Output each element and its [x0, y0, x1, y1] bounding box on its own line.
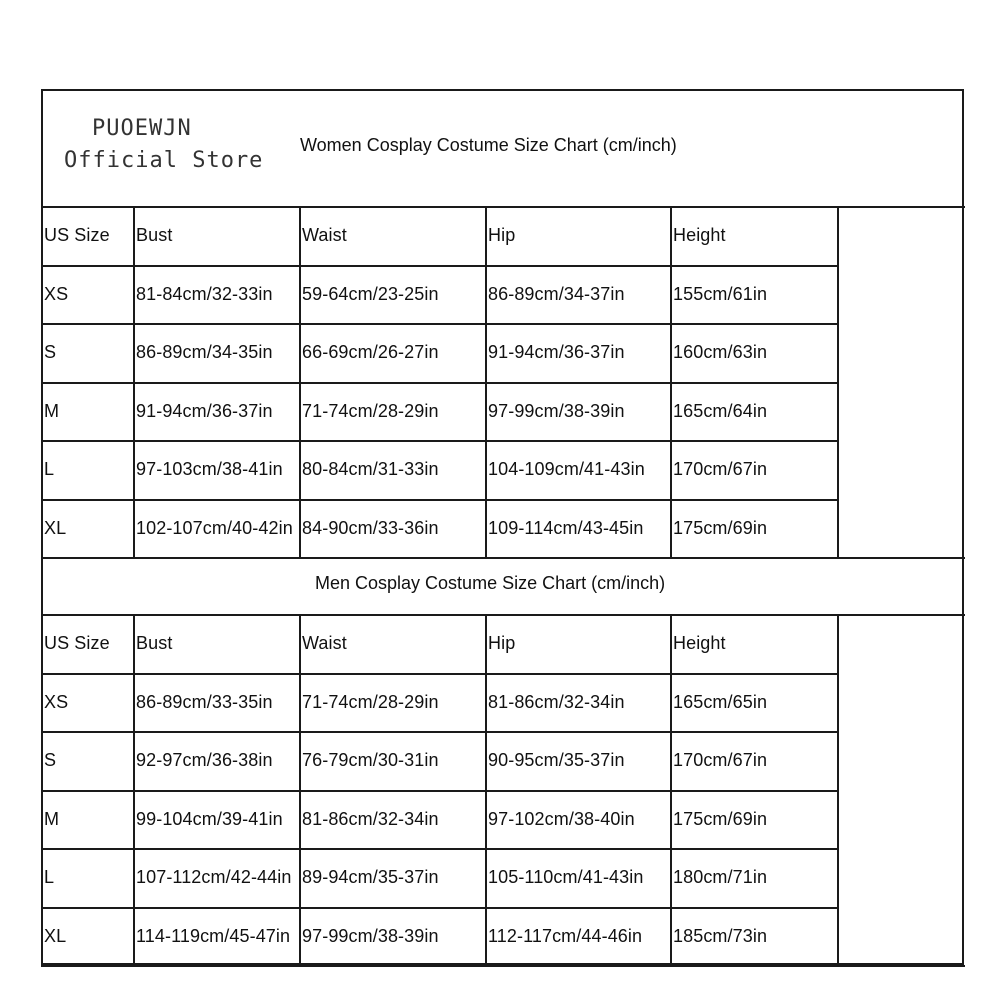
men-table-cell: 170cm/67in [673, 750, 768, 770]
women-column-divider [837, 206, 839, 557]
women-table-cell: 91-94cm/36-37in [136, 401, 273, 421]
women-table-cell: 91-94cm/36-37in [488, 342, 625, 362]
men-header-cell: Waist [302, 633, 347, 653]
men-column-divider [299, 614, 301, 965]
men-table-cell: 89-94cm/35-37in [302, 867, 439, 887]
women-header-cell: Hip [488, 225, 516, 245]
men-table-cell: 71-74cm/28-29in [302, 692, 439, 712]
women-chart-title: Women Cosplay Costume Size Chart (cm/inch) [300, 135, 677, 155]
women-table-cell: 66-69cm/26-27in [302, 342, 439, 362]
men-table-cell: S [44, 750, 57, 770]
women-table-cell: 155cm/61in [673, 284, 768, 304]
women-column-divider [299, 206, 301, 557]
women-row-divider [41, 557, 965, 559]
women-table-cell: 80-84cm/31-33in [302, 459, 439, 479]
men-table-cell: 180cm/71in [673, 867, 768, 887]
women-table-cell: 160cm/63in [673, 342, 768, 362]
men-table-cell: 81-86cm/32-34in [302, 809, 439, 829]
men-column-divider [485, 614, 487, 965]
women-column-divider [133, 206, 135, 557]
women-table-cell: 165cm/64in [673, 401, 768, 421]
women-header-cell: US Size [44, 225, 110, 245]
store-name: PUOEWJN [92, 116, 192, 141]
women-column-divider [485, 206, 487, 557]
store-subtitle: Official Store [64, 148, 264, 173]
men-column-divider [837, 614, 839, 965]
men-column-divider [133, 614, 135, 965]
men-header-cell: Hip [488, 633, 516, 653]
men-table-cell: 112-117cm/44-46in [488, 926, 643, 946]
men-table-cell: XS [44, 692, 69, 712]
men-table-cell: L [44, 867, 55, 887]
men-table-cell: 114-119cm/45-47in [136, 926, 291, 946]
women-table-cell: 97-103cm/38-41in [136, 459, 283, 479]
women-table-cell: 84-90cm/33-36in [302, 518, 439, 538]
men-table-cell: 99-104cm/39-41in [136, 809, 283, 829]
men-table-cell: 105-110cm/41-43in [488, 867, 644, 887]
women-table-cell: 104-109cm/41-43in [488, 459, 645, 479]
women-table-cell: S [44, 342, 57, 362]
women-header-cell: Waist [302, 225, 347, 245]
women-header-cell: Height [673, 225, 726, 245]
men-row-divider [41, 965, 965, 967]
women-table-cell: 109-114cm/43-45in [488, 518, 644, 538]
men-table-cell: 76-79cm/30-31in [302, 750, 439, 770]
men-header-cell: Height [673, 633, 726, 653]
women-table-cell: M [44, 401, 60, 421]
men-header-cell: Bust [136, 633, 173, 653]
women-table-cell: 97-99cm/38-39in [488, 401, 625, 421]
women-column-divider [670, 206, 672, 557]
men-table-cell: M [44, 809, 60, 829]
men-column-divider [670, 614, 672, 965]
women-table-cell: 71-74cm/28-29in [302, 401, 439, 421]
women-table-cell: 81-84cm/32-33in [136, 284, 273, 304]
women-table-cell: 59-64cm/23-25in [302, 284, 439, 304]
men-table-cell: 81-86cm/32-34in [488, 692, 625, 712]
men-table-cell: 97-102cm/38-40in [488, 809, 635, 829]
men-table-cell: 165cm/65in [673, 692, 768, 712]
women-table-cell: 170cm/67in [673, 459, 768, 479]
men-table-cell: 97-99cm/38-39in [302, 926, 439, 946]
women-table-cell: 175cm/69in [673, 518, 768, 538]
men-table-cell: 90-95cm/35-37in [488, 750, 625, 770]
men-table-cell: 86-89cm/33-35in [136, 692, 273, 712]
women-header-cell: Bust [136, 225, 173, 245]
men-table-cell: XL [44, 926, 67, 946]
men-header-cell: US Size [44, 633, 110, 653]
men-table-cell: 107-112cm/42-44in [136, 867, 292, 887]
women-table-cell: XS [44, 284, 69, 304]
women-table-cell: 86-89cm/34-35in [136, 342, 273, 362]
men-table-cell: 175cm/69in [673, 809, 768, 829]
men-table-cell: 92-97cm/36-38in [136, 750, 273, 770]
women-table-cell: 86-89cm/34-37in [488, 284, 625, 304]
men-chart-title: Men Cosplay Costume Size Chart (cm/inch) [315, 573, 666, 593]
women-table-cell: L [44, 459, 55, 479]
women-table-cell: 102-107cm/40-42in [136, 518, 293, 538]
men-table-cell: 185cm/73in [673, 926, 768, 946]
women-table-cell: XL [44, 518, 67, 538]
